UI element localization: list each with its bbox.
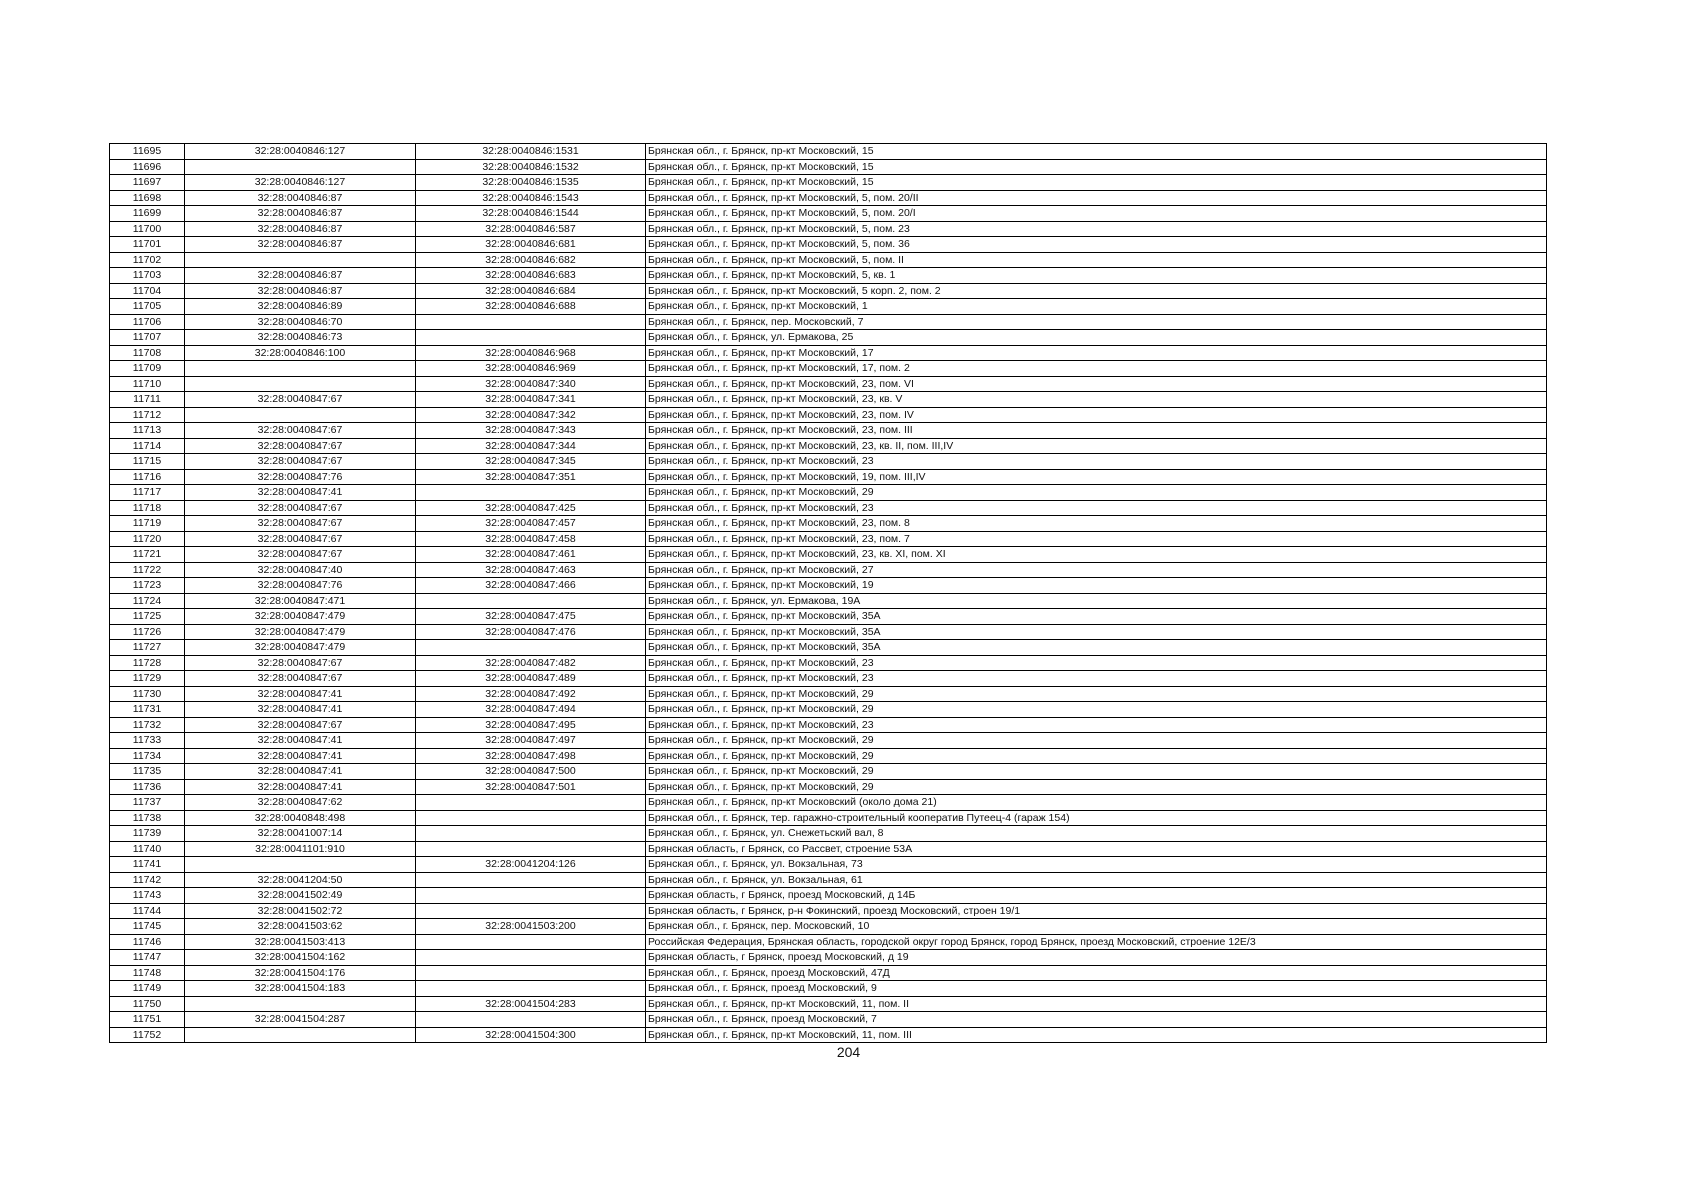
address-cell: Брянская обл., г. Брянск, ул. Вокзальная, 73 [646,857,1547,873]
address-cell: Брянская обл., г. Брянск, тер. гаражно-строительный кооператив Путеец-4 (гараж 154) [646,810,1547,826]
parcel-number-cell [185,361,416,377]
table-row [110,795,1547,811]
parcel-number-cell: 32:28:0040846:100 [185,345,416,361]
object-number-cell: 32:28:0041504:300 [416,1027,646,1043]
parcel-number-cell: 32:28:0040847:41 [185,779,416,795]
row-number-cell: 11727 [110,640,185,656]
row-number-cell: 11741 [110,857,185,873]
object-number-cell [416,485,646,501]
object-number-cell: 32:28:0040847:492 [416,686,646,702]
row-number-cell: 11725 [110,609,185,625]
table-row [110,361,1547,377]
parcel-number-cell: 32:28:0040848:498 [185,810,416,826]
object-number-cell: 32:28:0040846:969 [416,361,646,377]
address-cell: Брянская обл., г. Брянск, пр-кт Московский, 11, пом. III [646,1027,1547,1043]
table-row [110,609,1547,625]
table-row [110,981,1547,997]
row-number-cell: 11716 [110,469,185,485]
table-row [110,748,1547,764]
parcel-number-cell [185,159,416,175]
table-row [110,1012,1547,1028]
address-cell: Брянская область, г Брянск, со Рассвет, строение 53А [646,841,1547,857]
parcel-number-cell: 32:28:0040846:127 [185,144,416,160]
table-row [110,175,1547,191]
object-number-cell [416,888,646,904]
parcel-number-cell: 32:28:0040846:70 [185,314,416,330]
address-cell: Брянская обл., г. Брянск, пр-кт Московский, 17, пом. 2 [646,361,1547,377]
row-number-cell: 11705 [110,299,185,315]
table-row [110,314,1547,330]
table-row [110,593,1547,609]
object-number-cell: 32:28:0040847:344 [416,438,646,454]
address-cell: Брянская обл., г. Брянск, пр-кт Московский, 23, кв. II, пом. III,IV [646,438,1547,454]
row-number-cell: 11714 [110,438,185,454]
address-cell: Брянская обл., г. Брянск, пр-кт Московский, 5, пом. II [646,252,1547,268]
parcel-number-cell: 32:28:0040847:67 [185,717,416,733]
parcel-number-cell: 32:28:0040847:479 [185,640,416,656]
table-row [110,268,1547,284]
row-number-cell: 11751 [110,1012,185,1028]
row-number-cell: 11696 [110,159,185,175]
object-number-cell: 32:28:0040847:498 [416,748,646,764]
parcel-number-cell: 32:28:0040846:87 [185,283,416,299]
object-number-cell [416,795,646,811]
table-row [110,934,1547,950]
address-cell: Брянская обл., г. Брянск, пр-кт Московский, 29 [646,748,1547,764]
object-number-cell: 32:28:0040846:1535 [416,175,646,191]
address-cell: Брянская обл., г. Брянск, пр-кт Московский, 23, кв. V [646,392,1547,408]
table-row [110,423,1547,439]
row-number-cell: 11728 [110,655,185,671]
parcel-number-cell: 32:28:0040847:67 [185,500,416,516]
row-number-cell: 11736 [110,779,185,795]
row-number-cell: 11729 [110,671,185,687]
object-number-cell: 32:28:0041503:200 [416,919,646,935]
parcel-number-cell: 32:28:0040847:41 [185,686,416,702]
row-number-cell: 11740 [110,841,185,857]
parcel-number-cell: 32:28:0040847:41 [185,748,416,764]
address-cell: Брянская обл., г. Брянск, пр-кт Московский, 1 [646,299,1547,315]
table-row [110,376,1547,392]
parcel-number-cell: 32:28:0040847:479 [185,624,416,640]
object-number-cell: 32:28:0040846:1543 [416,190,646,206]
row-number-cell: 11748 [110,965,185,981]
object-number-cell: 32:28:0040847:461 [416,547,646,563]
object-number-cell: 32:28:0040847:345 [416,454,646,470]
address-cell: Брянская обл., г. Брянск, пр-кт Московский, 5 корп. 2, пом. 2 [646,283,1547,299]
row-number-cell: 11721 [110,547,185,563]
parcel-number-cell: 32:28:0040847:471 [185,593,416,609]
object-number-cell [416,841,646,857]
parcel-number-cell: 32:28:0040847:67 [185,423,416,439]
table-row [110,299,1547,315]
address-cell: Брянская обл., г. Брянск, пр-кт Московский, 5, кв. 1 [646,268,1547,284]
parcel-number-cell [185,252,416,268]
table-row [110,500,1547,516]
address-cell: Брянская обл., г. Брянск, ул. Ермакова, 25 [646,330,1547,346]
address-cell: Брянская область, г Брянск, проезд Московский, д 19 [646,950,1547,966]
parcel-number-cell: 32:28:0040847:67 [185,454,416,470]
address-cell: Брянская обл., г. Брянск, пр-кт Московский, 23 [646,671,1547,687]
address-cell: Брянская обл., г. Брянск, пр-кт Московский, 23 [646,717,1547,733]
parcel-number-cell: 32:28:0040847:76 [185,578,416,594]
table-row [110,469,1547,485]
parcel-number-cell: 32:28:0040847:41 [185,702,416,718]
address-cell: Брянская обл., г. Брянск, пр-кт Московский, 23, пом. VI [646,376,1547,392]
table-row [110,485,1547,501]
row-number-cell: 11722 [110,562,185,578]
table-row [110,779,1547,795]
row-number-cell: 11731 [110,702,185,718]
row-number-cell: 11744 [110,903,185,919]
address-cell: Брянская обл., г. Брянск, пр-кт Московский, 15 [646,159,1547,175]
table-row [110,888,1547,904]
table-row [110,872,1547,888]
parcel-number-cell: 32:28:0040847:67 [185,392,416,408]
address-cell: Брянская обл., г. Брянск, пр-кт Московский, 29 [646,702,1547,718]
object-number-cell [416,314,646,330]
parcel-number-cell: 32:28:0041504:176 [185,965,416,981]
table-row [110,965,1547,981]
object-number-cell: 32:28:0040847:500 [416,764,646,780]
object-number-cell: 32:28:0040847:425 [416,500,646,516]
table-row [110,547,1547,563]
table-row [110,531,1547,547]
object-number-cell: 32:28:0040846:688 [416,299,646,315]
row-number-cell: 11734 [110,748,185,764]
table-row [110,1027,1547,1043]
table-row [110,702,1547,718]
object-number-cell: 32:28:0040847:340 [416,376,646,392]
row-number-cell: 11733 [110,733,185,749]
table-row [110,578,1547,594]
row-number-cell: 11720 [110,531,185,547]
row-number-cell: 11738 [110,810,185,826]
parcel-number-cell: 32:28:0041504:287 [185,1012,416,1028]
object-number-cell [416,950,646,966]
row-number-cell: 11735 [110,764,185,780]
object-number-cell: 32:28:0040847:489 [416,671,646,687]
address-cell: Брянская обл., г. Брянск, пер. Московский, 10 [646,919,1547,935]
address-cell: Брянская обл., г. Брянск, пр-кт Московский, 23, пом. III [646,423,1547,439]
object-number-cell [416,965,646,981]
parcel-number-cell [185,996,416,1012]
address-cell: Брянская обл., г. Брянск, пр-кт Московский, 11, пом. II [646,996,1547,1012]
address-cell: Брянская обл., г. Брянск, пр-кт Московский, 19, пом. III,IV [646,469,1547,485]
object-number-cell [416,981,646,997]
parcel-number-cell: 32:28:0040846:87 [185,237,416,253]
row-number-cell: 11749 [110,981,185,997]
address-cell: Брянская обл., г. Брянск, пр-кт Московский, 23 [646,454,1547,470]
registry-table [109,143,1547,1043]
table-row [110,640,1547,656]
table-row [110,562,1547,578]
address-cell: Брянская обл., г. Брянск, пр-кт Московский (около дома 21) [646,795,1547,811]
address-cell: Брянская обл., г. Брянск, пр-кт Московский, 23 [646,655,1547,671]
table-row [110,733,1547,749]
address-cell: Брянская обл., г. Брянск, пр-кт Московский, 5, пом. 20/II [646,190,1547,206]
parcel-number-cell: 32:28:0040847:41 [185,733,416,749]
row-number-cell: 11704 [110,283,185,299]
object-number-cell: 32:28:0040846:1544 [416,206,646,222]
table-row [110,826,1547,842]
object-number-cell: 32:28:0040847:475 [416,609,646,625]
table-row [110,392,1547,408]
row-number-cell: 11730 [110,686,185,702]
address-cell: Брянская обл., г. Брянск, пр-кт Московский, 19 [646,578,1547,594]
address-cell: Брянская область, г Брянск, р-н Фокинский, проезд Московский, строен 19/1 [646,903,1547,919]
address-cell: Брянская обл., г. Брянск, пр-кт Московский, 29 [646,764,1547,780]
parcel-number-cell: 32:28:0040847:67 [185,547,416,563]
address-cell: Брянская обл., г. Брянск, пр-кт Московский, 35А [646,609,1547,625]
row-number-cell: 11710 [110,376,185,392]
parcel-number-cell [185,1027,416,1043]
object-number-cell: 32:28:0040847:482 [416,655,646,671]
parcel-number-cell: 32:28:0040846:87 [185,268,416,284]
object-number-cell: 32:28:0040847:351 [416,469,646,485]
object-number-cell: 32:28:0040847:457 [416,516,646,532]
address-cell: Брянская область, г Брянск, проезд Московский, д 14Б [646,888,1547,904]
object-number-cell: 32:28:0040847:497 [416,733,646,749]
parcel-number-cell: 32:28:0040847:76 [185,469,416,485]
row-number-cell: 11703 [110,268,185,284]
object-number-cell: 32:28:0040846:1531 [416,144,646,160]
row-number-cell: 11724 [110,593,185,609]
table-row [110,919,1547,935]
address-cell: Брянская обл., г. Брянск, пр-кт Московский, 17 [646,345,1547,361]
address-cell: Брянская обл., г. Брянск, проезд Московский, 7 [646,1012,1547,1028]
object-number-cell [416,1012,646,1028]
object-number-cell: 32:28:0040847:343 [416,423,646,439]
table-row [110,810,1547,826]
table-row [110,159,1547,175]
object-number-cell: 32:28:0040847:476 [416,624,646,640]
object-number-cell: 32:28:0040847:495 [416,717,646,733]
parcel-number-cell: 32:28:0040847:41 [185,485,416,501]
row-number-cell: 11713 [110,423,185,439]
table-row [110,237,1547,253]
address-cell: Брянская обл., г. Брянск, проезд Московский, 47Д [646,965,1547,981]
table-row [110,950,1547,966]
row-number-cell: 11746 [110,934,185,950]
row-number-cell: 11712 [110,407,185,423]
object-number-cell [416,903,646,919]
row-number-cell: 11737 [110,795,185,811]
address-cell: Брянская обл., г. Брянск, пр-кт Московский, 23, пом. 7 [646,531,1547,547]
object-number-cell [416,593,646,609]
object-number-cell: 32:28:0040846:683 [416,268,646,284]
row-number-cell: 11718 [110,500,185,516]
parcel-number-cell: 32:28:0040847:67 [185,531,416,547]
row-number-cell: 11752 [110,1027,185,1043]
row-number-cell: 11697 [110,175,185,191]
parcel-number-cell [185,857,416,873]
parcel-number-cell [185,376,416,392]
table-row [110,764,1547,780]
object-number-cell: 32:28:0040847:494 [416,702,646,718]
object-number-cell: 32:28:0040846:1532 [416,159,646,175]
table-row [110,345,1547,361]
address-cell: Брянская обл., г. Брянск, пр-кт Московский, 27 [646,562,1547,578]
parcel-number-cell: 32:28:0040847:62 [185,795,416,811]
row-number-cell: 11750 [110,996,185,1012]
parcel-number-cell: 32:28:0040847:67 [185,516,416,532]
parcel-number-cell: 32:28:0040847:67 [185,438,416,454]
object-number-cell [416,872,646,888]
row-number-cell: 11708 [110,345,185,361]
object-number-cell: 32:28:0040847:463 [416,562,646,578]
object-number-cell [416,826,646,842]
table-row [110,624,1547,640]
row-number-cell: 11701 [110,237,185,253]
page-number: 204 [836,1044,861,1060]
row-number-cell: 11715 [110,454,185,470]
parcel-number-cell: 32:28:0040846:87 [185,221,416,237]
object-number-cell: 32:28:0040847:458 [416,531,646,547]
row-number-cell: 11743 [110,888,185,904]
parcel-number-cell: 32:28:0041504:162 [185,950,416,966]
row-number-cell: 11723 [110,578,185,594]
table-row [110,717,1547,733]
row-number-cell: 11695 [110,144,185,160]
object-number-cell: 32:28:0040846:968 [416,345,646,361]
row-number-cell: 11742 [110,872,185,888]
table-row [110,283,1547,299]
row-number-cell: 11702 [110,252,185,268]
table-row [110,144,1547,160]
address-cell: Брянская обл., г. Брянск, ул. Ермакова, 19А [646,593,1547,609]
table-row [110,407,1547,423]
table-row [110,330,1547,346]
row-number-cell: 11707 [110,330,185,346]
row-number-cell: 11700 [110,221,185,237]
address-cell: Брянская обл., г. Брянск, пр-кт Московский, 5, пом. 23 [646,221,1547,237]
object-number-cell [416,934,646,950]
object-number-cell: 32:28:0041504:283 [416,996,646,1012]
row-number-cell: 11745 [110,919,185,935]
parcel-number-cell [185,407,416,423]
table-row [110,903,1547,919]
address-cell: Российская Федерация, Брянская область, городской округ город Брянск, город Брянск, проезд Московский, строение 12Е/3 [646,934,1547,950]
parcel-number-cell: 32:28:0041502:72 [185,903,416,919]
row-number-cell: 11698 [110,190,185,206]
table-row [110,671,1547,687]
address-cell: Брянская обл., г. Брянск, пр-кт Московский, 23, кв. XI, пом. XI [646,547,1547,563]
address-cell: Брянская обл., г. Брянск, пр-кт Московский, 35А [646,624,1547,640]
address-cell: Брянская обл., г. Брянск, пр-кт Московский, 23, пом. 8 [646,516,1547,532]
parcel-number-cell: 32:28:0040847:67 [185,655,416,671]
parcel-number-cell: 32:28:0040847:479 [185,609,416,625]
table-row [110,686,1547,702]
row-number-cell: 11706 [110,314,185,330]
row-number-cell: 11726 [110,624,185,640]
object-number-cell: 32:28:0041204:126 [416,857,646,873]
table-row [110,996,1547,1012]
table-row [110,841,1547,857]
parcel-number-cell: 32:28:0040846:87 [185,190,416,206]
row-number-cell: 11717 [110,485,185,501]
address-cell: Брянская обл., г. Брянск, пр-кт Московский, 5, пом. 36 [646,237,1547,253]
parcel-number-cell: 32:28:0040846:73 [185,330,416,346]
address-cell: Брянская обл., г. Брянск, пр-кт Московский, 23 [646,500,1547,516]
parcel-number-cell: 32:28:0040846:87 [185,206,416,222]
object-number-cell: 32:28:0040847:342 [416,407,646,423]
object-number-cell: 32:28:0040847:341 [416,392,646,408]
object-number-cell: 32:28:0040846:682 [416,252,646,268]
parcel-number-cell: 32:28:0041502:49 [185,888,416,904]
object-number-cell [416,810,646,826]
row-number-cell: 11711 [110,392,185,408]
address-cell: Брянская обл., г. Брянск, пр-кт Московский, 35А [646,640,1547,656]
address-cell: Брянская обл., г. Брянск, пр-кт Московский, 29 [646,485,1547,501]
parcel-number-cell: 32:28:0040846:127 [185,175,416,191]
parcel-number-cell: 32:28:0041503:413 [185,934,416,950]
address-cell: Брянская обл., г. Брянск, пр-кт Московский, 15 [646,144,1547,160]
parcel-number-cell: 32:28:0041503:62 [185,919,416,935]
table-row [110,438,1547,454]
row-number-cell: 11709 [110,361,185,377]
table-row [110,655,1547,671]
parcel-number-cell: 32:28:0040847:67 [185,671,416,687]
object-number-cell: 32:28:0040847:466 [416,578,646,594]
row-number-cell: 11739 [110,826,185,842]
object-number-cell [416,330,646,346]
object-number-cell: 32:28:0040846:587 [416,221,646,237]
table-row [110,221,1547,237]
row-number-cell: 11719 [110,516,185,532]
address-cell: Брянская обл., г. Брянск, ул. Снежетьский вал, 8 [646,826,1547,842]
object-number-cell [416,640,646,656]
parcel-number-cell: 32:28:0041007:14 [185,826,416,842]
table-row [110,516,1547,532]
table-row [110,206,1547,222]
address-cell: Брянская обл., г. Брянск, пр-кт Московский, 29 [646,686,1547,702]
parcel-number-cell: 32:28:0041101:910 [185,841,416,857]
address-cell: Брянская обл., г. Брянск, ул. Вокзальная, 61 [646,872,1547,888]
row-number-cell: 11732 [110,717,185,733]
object-number-cell: 32:28:0040846:681 [416,237,646,253]
object-number-cell: 32:28:0040846:684 [416,283,646,299]
row-number-cell: 11747 [110,950,185,966]
address-cell: Брянская обл., г. Брянск, пр-кт Московский, 5, пом. 20/I [646,206,1547,222]
parcel-number-cell: 32:28:0041204:50 [185,872,416,888]
address-cell: Брянская обл., г. Брянск, пр-кт Московский, 15 [646,175,1547,191]
object-number-cell: 32:28:0040847:501 [416,779,646,795]
address-cell: Брянская обл., г. Брянск, пр-кт Московский, 29 [646,779,1547,795]
parcel-number-cell: 32:28:0040847:40 [185,562,416,578]
table-row [110,454,1547,470]
address-cell: Брянская обл., г. Брянск, пр-кт Московский, 23, пом. IV [646,407,1547,423]
parcel-number-cell: 32:28:0040846:89 [185,299,416,315]
address-cell: Брянская обл., г. Брянск, пер. Московский, 7 [646,314,1547,330]
table-row [110,857,1547,873]
address-cell: Брянская обл., г. Брянск, проезд Московский, 9 [646,981,1547,997]
parcel-number-cell: 32:28:0041504:183 [185,981,416,997]
address-cell: Брянская обл., г. Брянск, пр-кт Московский, 29 [646,733,1547,749]
registry-table-body [110,144,1547,1043]
row-number-cell: 11699 [110,206,185,222]
table-row [110,252,1547,268]
table-row [110,190,1547,206]
parcel-number-cell: 32:28:0040847:41 [185,764,416,780]
